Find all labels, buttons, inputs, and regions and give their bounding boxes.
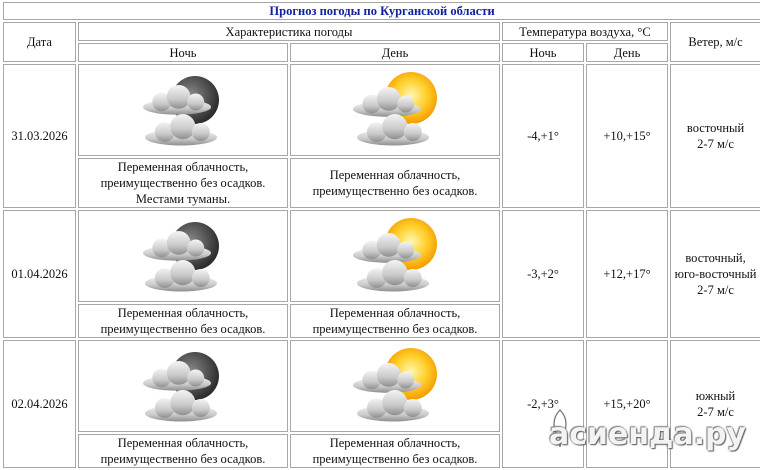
table-row [3,64,760,156]
day-description: Переменная облачность, преимущественно без осадков. [290,158,500,208]
day-description: Переменная облачность, преимущественно без осадков. [290,434,500,468]
day-icon-cell [290,210,500,302]
table-row [3,210,760,302]
header-temp-day: День [586,43,668,62]
header-night: Ночь [78,43,288,62]
night-icon-cell [78,340,288,432]
night-icon-cell [78,64,288,156]
day-icon-cell [290,64,500,156]
table-title: Прогноз погоды по Курганской области [3,2,760,20]
header-day: День [290,43,500,62]
wind-speed: 2-7 м/с [697,283,734,297]
night-description: Переменная облачность, преимущественно без осадков. Местами туманы. [78,158,288,208]
wind-direction: восточный, [685,251,746,265]
header-temperature: Температура воздуха, °С [502,22,668,41]
wind-speed: 2-7 м/с [697,405,734,419]
row-date: 31.03.2026 [3,64,76,208]
night-description: Переменная облачность, преимущественно без осадков. [78,434,288,468]
wind-speed: 2-7 м/с [697,137,734,151]
cloud-moon-icon [133,346,233,426]
wind-direction: восточный [686,121,745,135]
wind-direction-2: юго-восточный [674,267,757,281]
temp-day-value: +12,+17° [586,210,668,338]
temp-day-value: +15,+20° [586,340,668,468]
night-description: Переменная облачность, преимущественно без осадков. [78,304,288,338]
forecast-table [1,0,760,470]
watermark-text: асиенда.ру [548,417,746,452]
header-temp-night: Ночь [502,43,584,62]
row-date: 02.04.2026 [3,340,76,468]
temp-night-value: -3,+2° [502,210,584,338]
cloud-sun-icon [340,216,450,296]
header-date: Дата [3,22,76,62]
header-wind: Ветер, м/с [670,22,760,62]
day-description: Переменная облачность, преимущественно без осадков. [290,304,500,338]
wind-value [670,210,760,338]
night-icon-cell [78,210,288,302]
wind-value [670,64,760,208]
cloud-sun-icon [340,346,450,426]
temp-day-value: +10,+15° [586,64,668,208]
cloud-sun-icon [340,70,450,150]
day-icon-cell [290,340,500,432]
cloud-moon-icon [133,216,233,296]
temp-night-value: -2,+3° [502,340,584,468]
cloud-moon-icon [133,70,233,150]
wind-direction: южный [695,389,736,403]
row-date: 01.04.2026 [3,210,76,338]
header-weather: Характеристика погоды [78,22,500,41]
temp-night-value: -4,+1° [502,64,584,208]
